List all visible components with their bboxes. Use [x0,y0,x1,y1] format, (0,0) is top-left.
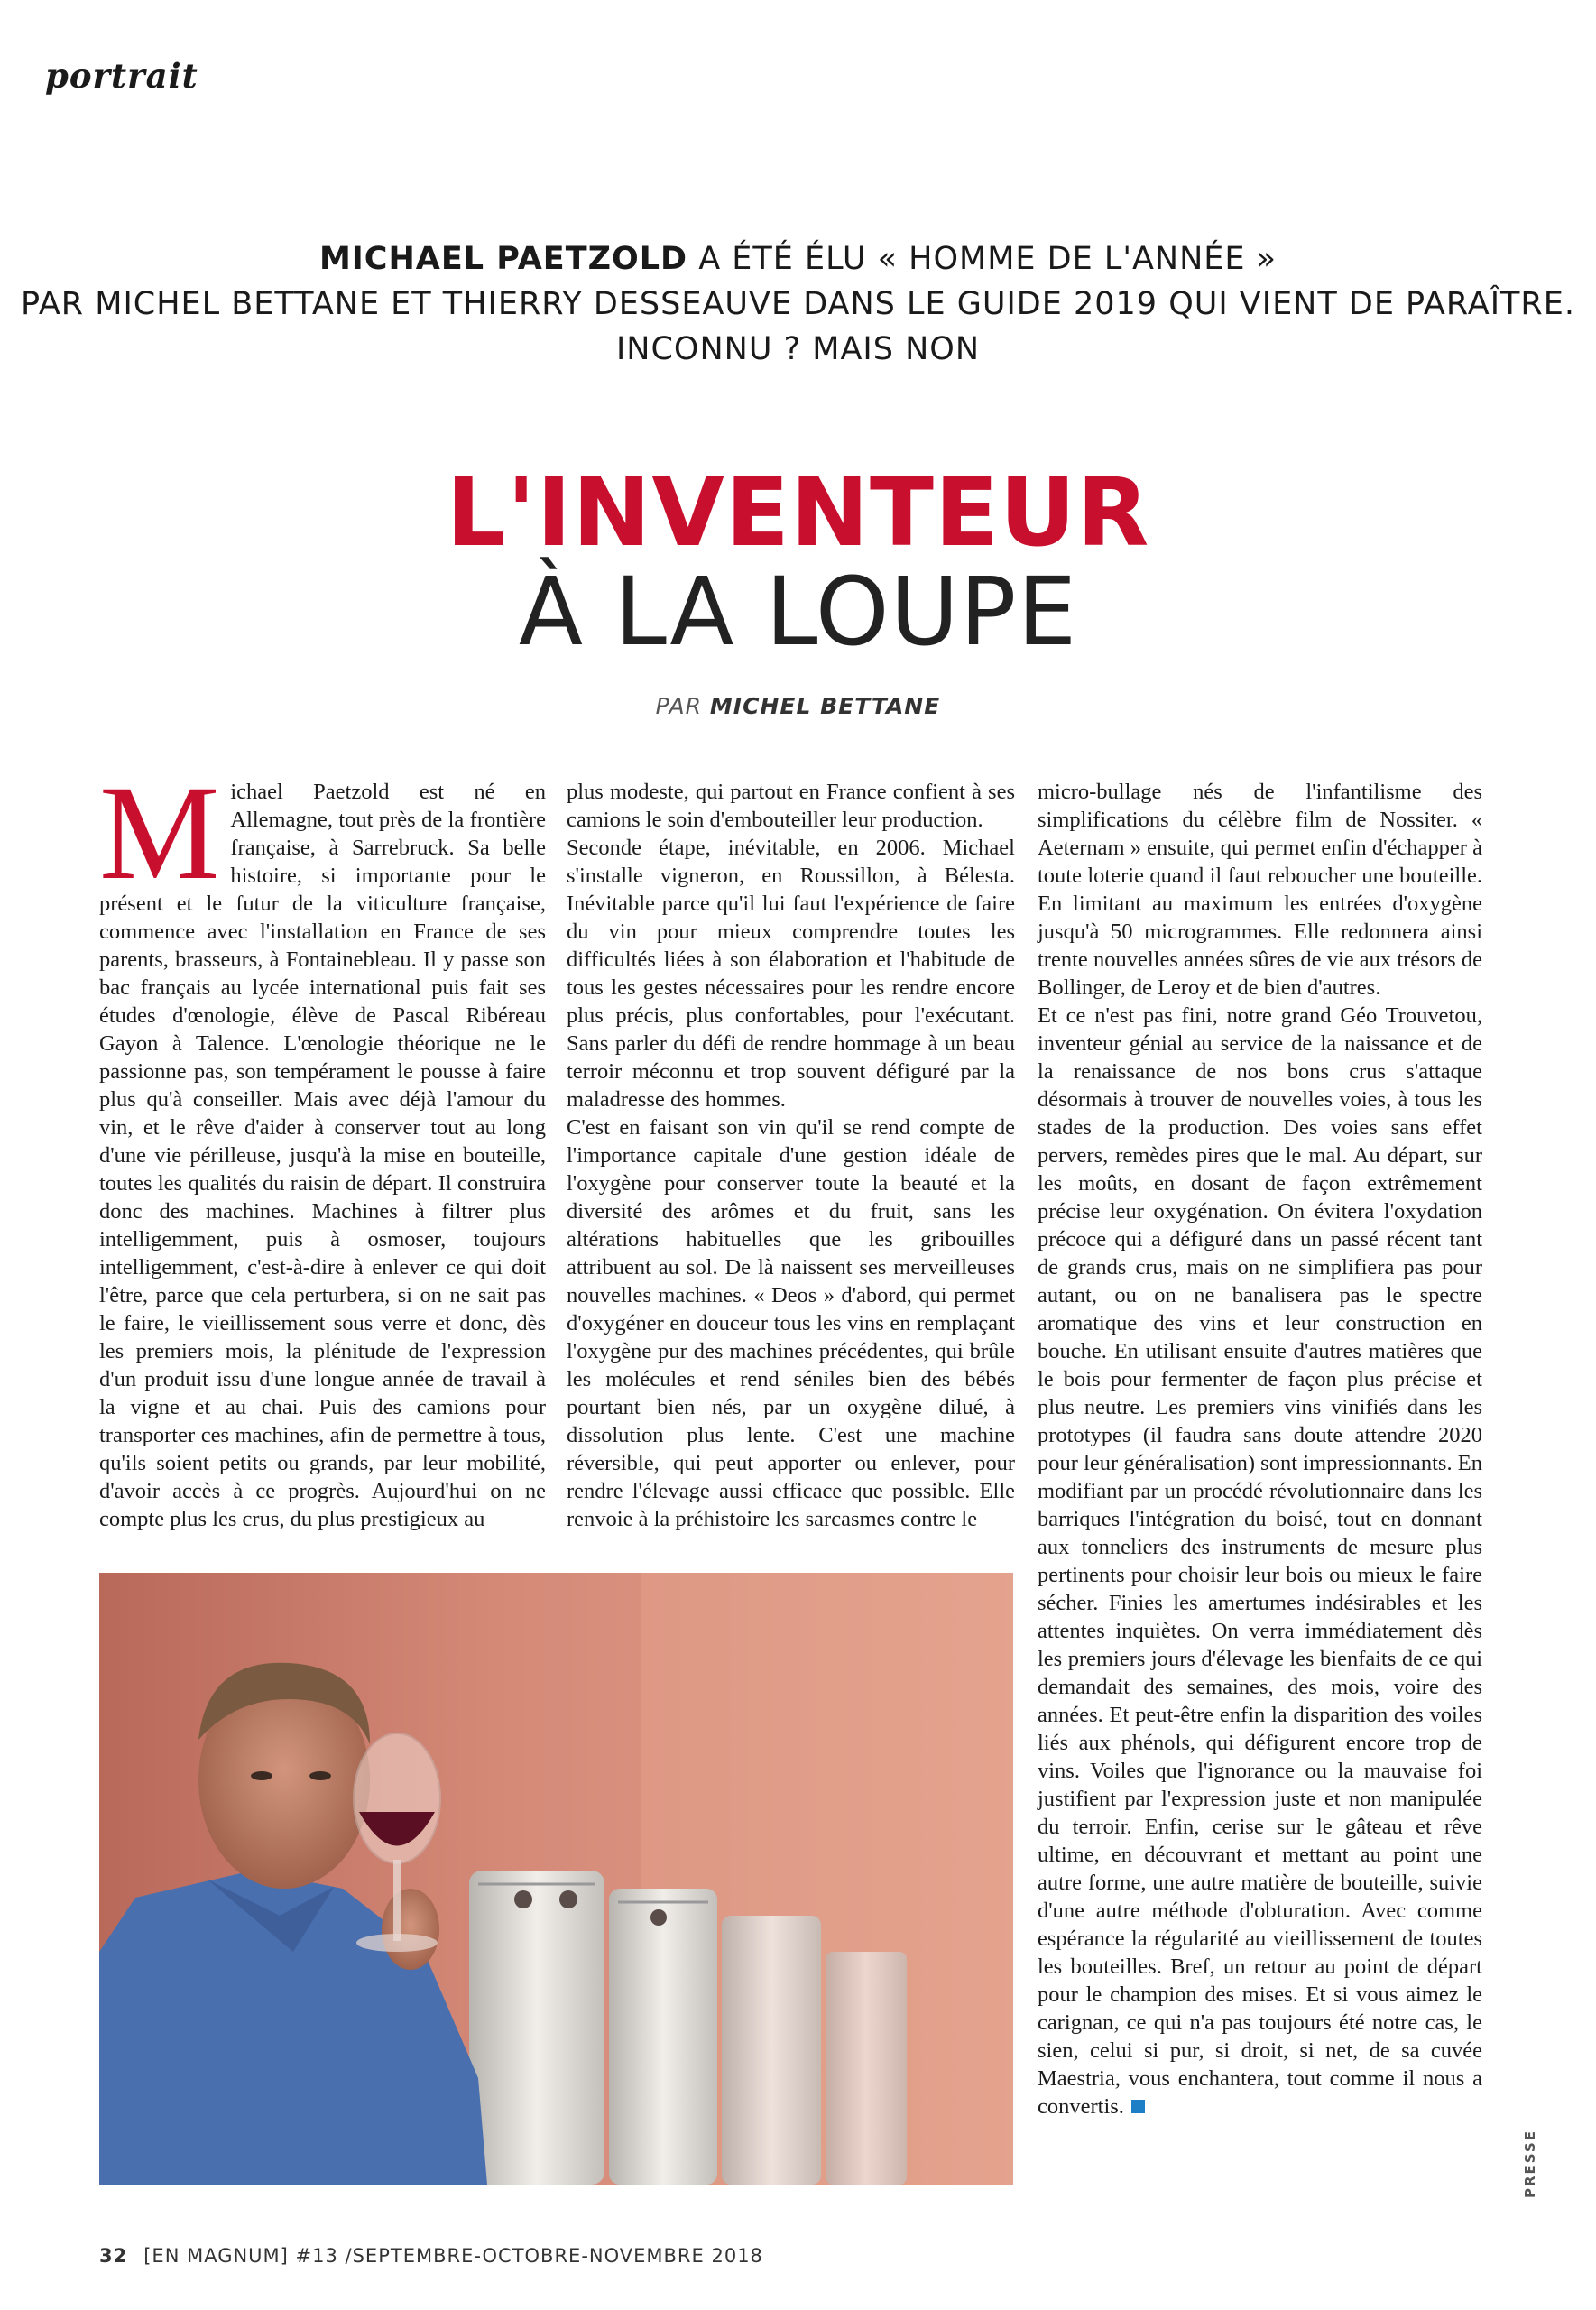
lead-line-3: INCONNU ? MAIS NON [615,331,981,367]
page-number: 32 [99,2245,128,2267]
article-paragraph: Seconde étape, inévitable, en 2006. Michael s'installe vigneron, en Roussillon, à Bélesta. Inévitable parce qu'il lui faut l'expérience de faire du vin pour mieux comprendre toutes les difficultés liées à son élaboration et l'habitude de tous les gestes nécessaires pour les rendre encore plus précis, plus confortables, pour l'exécutant. Sans parler du défi de rendre hommage à un beau terroir méconnu et trop souvent défiguré par la maladresse des hommes. [567,836,1015,1112]
lead-subject-name: MICHAEL PAETZOLD [318,241,688,277]
byline-prefix: PAR [655,693,710,719]
article-paragraph [99,758,546,1533]
article-paragraph [1038,1002,1482,2121]
photo-credit: PRESSE [1522,2130,1538,2198]
byline-author: MICHEL BETTANE [709,693,941,719]
photo-illustration [99,1573,1013,2185]
paragraph-text: ichael Paetzold est né en Allemagne, tout près de la frontière française, à Sarrebruck. Sa belle histoire, si importante pour le présent et le futur de la viticulture française, commence avec l'installation en France de ses parents, brasseurs, à Fontainebleau. Il y passe son bac français au lycée international puis fait ses études d'œnologie, élève de Pascal Ribéreau Gayon à Talence. L'œnologie théorique ne le passionne pas, son tempérament le pousse à faire plus qu'à conseiller. Mais avec déjà l'amour du vin, et le rêve d'aider à conserver tout au long d'une vie périlleuse, jusqu'à la mise en bouteille, toutes les qualités du raisin de départ. Il construira donc des machines. Machines à filtrer plus intelligemment, puis à osmoser, toujours intelligemment, c'est-à-dire à enlever ce qui doit l'être, parce que cela perturbera, si on ne sait pas le faire, le vieillissement sous verre et donc, dès les premiers mois, la plénitude de l'expression d'un produit issu d'une longue année de travail à la vigne et au chai. Puis des camions pour transporter ces machines, afin de permettre à tous, qu'ils soient petits ou grands, par leur mobilité, d'avoir accès à ce progrès. Aujourd'hui on ne compte plus les crus, du plus prestigieux au [99,780,546,1531]
article-column-3 [1038,778,1482,2121]
article-paragraph: micro-bullage nés de l'infantilisme des simplifications du célèbre film de Nossiter. « Aeternam » ensuite, qui permet enfin d'échapper à toute loterie quand il faut reboucher une bouteille. En limitant au maximum les entrées d'oxygène jusqu'à 50 microgrammes. Elle redonnera ainsi trente nouvelles années sûres de vie aux trésors de Bollinger, de Leroy et de bien d'autres. [1038,780,1482,1000]
paragraph-text: Et ce n'est pas fini, notre grand Géo Trouvetou, inventeur génial au service de la naissance et de la renaissance de nos bons crus s'attaque désormais à trouver de nouvelles voies, à tous les stades de la production. Des voies sans effet pervers, remèdes pires que le mal. Au départ, sur les moûts, en dosant de façon extrêmement précise leur oxygénation. On évitera l'oxydation précoce qui a défiguré dans un passé récent tant de grands crus, mais on ne simplifiera pas pour autant, ou on ne banalisera pas le spectre aromatique des vins et leur construction en bouche. En utilisant ensuite d'autres matières que le bois pour fermenter de façon plus précise et plus neutre. Les premiers vins vinifiés dans les prototypes (il faudra sans doute attendre 2020 pour leur généralisation) sont impressionnants. En modifiant par un procédé révolutionnaire dans les barriques l'intégration du boisé, tout en donnant aux tonneliers des instruments de mesure plus pertinents pour choisir leur bois ou mieux le faire sécher. Finies les amertumes indésirables et les attentes inquiètes. On verra immédiatement dès les premiers jours d'élevage les bienfaits de ce qui demandait des semaines, des mois, voire des années. Et peut-être enfin la disparition des voiles liés aux phénols, qui défigurent encore trop de vins. Voiles que l'ignorance ou la mauvaise foi justifient par l'expression juste et non manipulée du terroir. Enfin, cerise sur le gâteau et rêve ultime, en découvrant et mettant au point une autre forme, une autre matière de bouteille, suivie d'une autre méthode d'obturation. Avec comme espérance la régularité au vieillissement de toutes les bouteilles. Bref, un retour au point de départ pour le champion des mises. Et si vous aimez le carignan, ce qui n'a pas toujours été notre cas, le sien, celui si pur, si droit, si net, de sa cuvée Maestria, vous enchantera, tout comme il nous a convertis. [1038,1003,1482,2119]
publication-info: [EN MAGNUM] #13 /SEPTEMBRE-OCTOBRE-NOVEMBRE 2018 [143,2245,763,2267]
article-column-1 [99,758,546,1533]
byline [0,693,1596,719]
headline-line-1: L'INVENTEUR [446,457,1150,568]
lead-line-1-rest: A ÉTÉ ÉLU « HOMME DE L'ANNÉE » [687,241,1278,277]
lead-line-1 [0,236,1596,282]
page-footer [99,2245,763,2267]
article-paragraph: C'est en faisant son vin qu'il se rend compte de l'importance capitale d'une gestion idéale de l'oxygène pour conserver toute la beauté et la diversité des arômes et du fruit, sans les altérations habituelles que les gribouilles attribuent au sol. De là naissent ses merveilleuses nouvelles machines. « Deos » d'abord, qui permet d'oxygéner en douceur tous les vins en remplaçant l'oxygène pur des machines précédentes, qui brûle les molécules et rend séniles bien des bébés pourtant bien nés, par un oxygène dilué, à dissolution plus lente. C'est une machine réversible, qui peut apporter ou enlever, pour rendre l'élevage aussi efficace que possible. Elle renvoie à la préhistoire les sarcasmes contre le [567,1115,1015,1531]
article-column-2 [567,778,1015,1533]
portrait-photo [99,1573,1013,2185]
section-tag: portrait [45,56,198,96]
end-of-article-mark [1131,2100,1145,2113]
lead-intro [0,236,1596,372]
article-paragraph: plus modeste, qui partout en France confient à ses camions le soin d'embouteiller leur production. [567,780,1015,832]
drop-cap: M [99,758,220,908]
headline-line-2: À LA LOUPE [518,557,1078,667]
lead-line-2: PAR MICHEL BETTANE ET THIERRY DESSEAUVE DANS LE GUIDE 2019 QUI VIENT DE PARAÎTRE. [21,286,1575,322]
